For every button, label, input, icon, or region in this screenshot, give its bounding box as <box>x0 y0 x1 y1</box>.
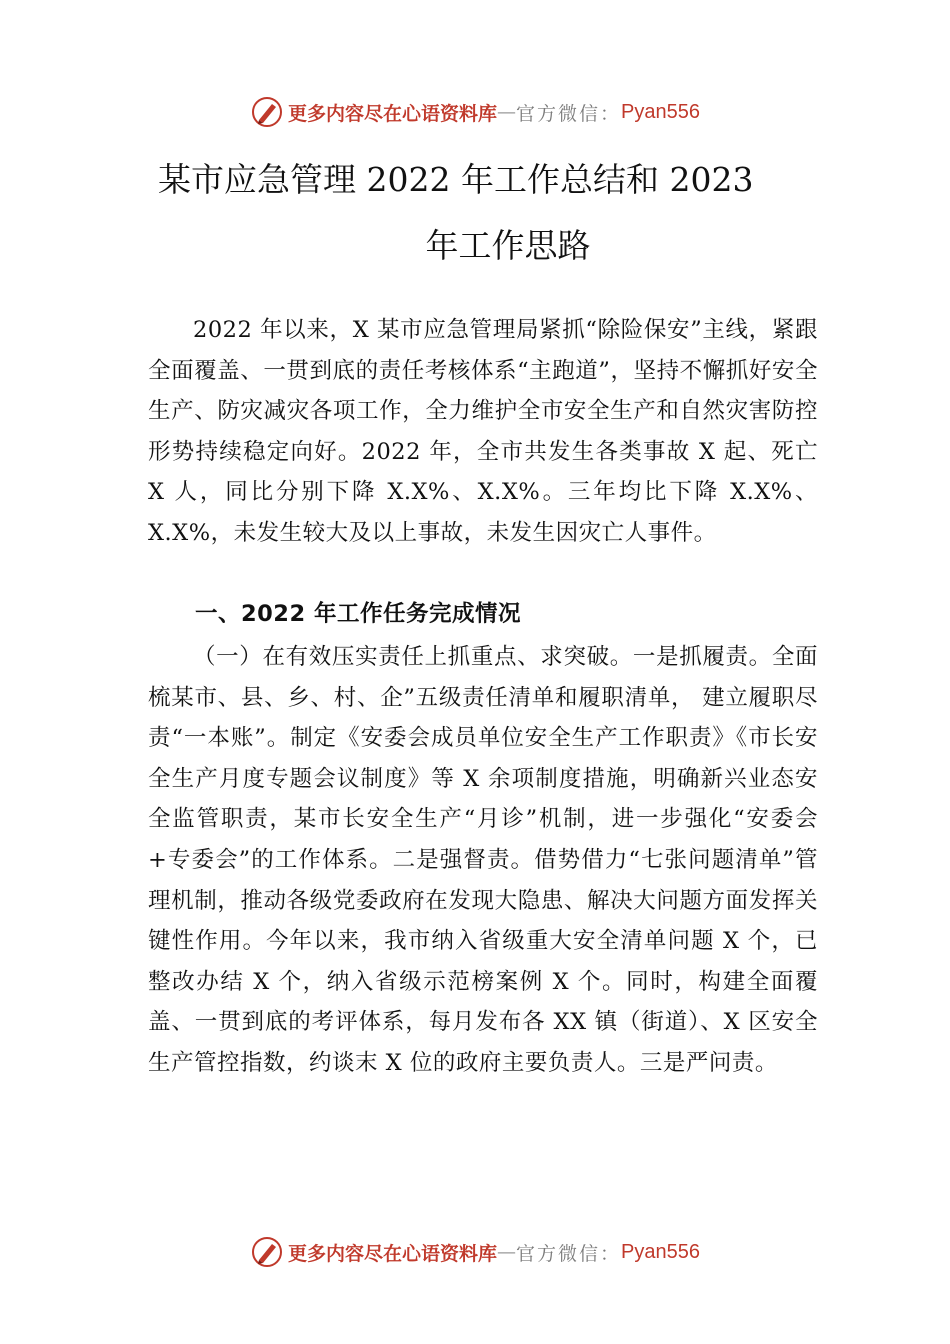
header-banner <box>0 95 950 129</box>
intro-paragraph-block <box>148 310 818 554</box>
document-title-line-2: 年工作思路 <box>425 226 591 265</box>
section-paragraph: （一）在有效压实责任上抓重点、求突破。一是抓履责。全面梳某市、县、乡、村、企”五级责任清单和履职清单， 建立履职尽责“一本账”。制定《安委会成员单位安全生产工作职责》《市长安全生产月度专题会议制度》等 X 余项制度措施，明确新兴业态安全监管职责，某市长安全生产“月诊”机制，进一步强化“安委会+专委会”的工作体系。二是强督责。借势借力“七张问题清单”管理机制，推动各级党委政府在发现大隐患、解决大问题方面发挥关键性作用。今年以来，我市纳入省级重大安全清单问题 X 个，已整改办结 X 个，纳入省级示范榜案例 X 个。同时，构建全面覆盖、一贯到底的考评体系，每月发布各 XX 镇（街道）、X 区安全生产管控指数，约谈末 X 位的政府主要负责人。三是严问责。 <box>148 644 818 1076</box>
footer-banner <box>0 1235 950 1269</box>
section-heading: 一、2022 年工作任务完成情况 <box>195 601 521 627</box>
footer-separator: — <box>497 1241 517 1263</box>
footer-promo-text: 更多内容尽在心语资料库 <box>288 1242 498 1265</box>
banner-contact-label: 官方微信： <box>516 102 622 125</box>
banner-separator: — <box>497 101 517 123</box>
intro-paragraph: 2022 年以来，X 某市应急管理局紧抓“除险保安”主线，紧跟全面覆盖、一贯到底的责任考核体系“主跑道”，坚持不懈抓好安全生产、防灾减灾各项工作，全力维护全市安全生产和自然灾害防控形势持续稳定向好。2022 年，全市共发生各类事故 X 起、死亡 X 人，同比分别下降 X.X%、X.X%。三年均比下降 X.X%、X.X%，未发生较大及以上事故，未发生因灾亡人事件。 <box>148 317 818 546</box>
pen-in-circle-logo-icon <box>250 95 284 129</box>
footer-contact-label: 官方微信： <box>516 1242 622 1265</box>
pen-in-circle-logo-icon <box>250 1235 284 1269</box>
footer-contact-id: Pyan556 <box>621 1240 700 1263</box>
banner-contact-id: Pyan556 <box>621 100 700 123</box>
banner-promo-text: 更多内容尽在心语资料库 <box>288 102 498 125</box>
section-paragraph-block <box>148 637 818 1084</box>
document-title-line-1: 某市应急管理 2022 年工作总结和 2023 <box>158 160 754 199</box>
